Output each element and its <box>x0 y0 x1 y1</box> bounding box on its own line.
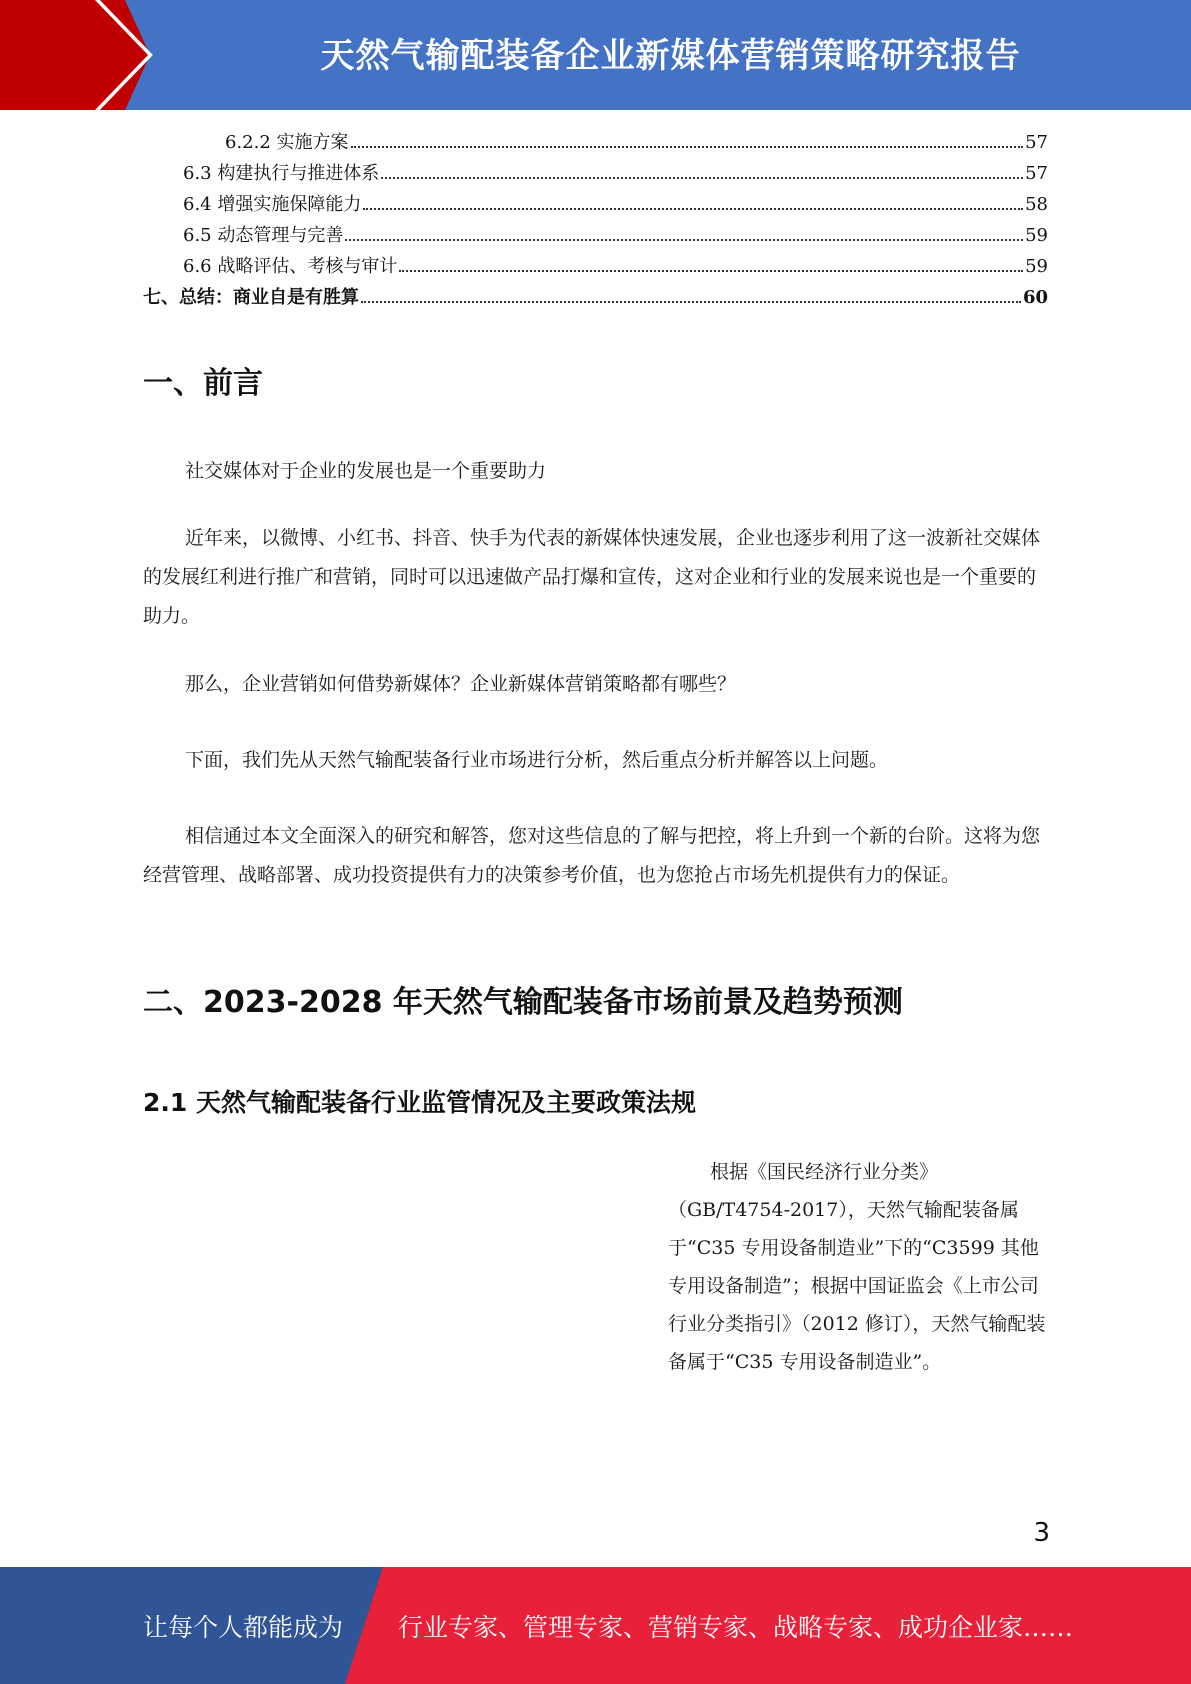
toc-entry[interactable] <box>143 128 1048 159</box>
subsection-heading: 2.1 天然气输配装备行业监管情况及主要政策法规 <box>143 1088 696 1117</box>
toc-entry-label: 6.5 动态管理与完善 <box>183 225 344 246</box>
toc-entry-label: 七、总结：商业自是有胜算 <box>143 287 359 308</box>
page-number: 3 <box>1033 1518 1050 1548</box>
toc-entry-label: 6.3 构建执行与推进体系 <box>183 163 380 184</box>
toc-leader-dots <box>361 301 1021 303</box>
footer-slogan-left: 让每个人都能成为 <box>143 1612 344 1642</box>
toc-entry-label: 6.2.2 实施方案 <box>225 132 349 153</box>
table-of-contents <box>143 128 1048 314</box>
paragraph: 社交媒体对于企业的发展也是一个重要助力 <box>185 460 547 482</box>
toc-leader-dots <box>351 146 1024 148</box>
toc-entry-label: 6.6 战略评估、考核与审计 <box>183 256 398 277</box>
paragraph: 下面，我们先从天然气输配装备行业市场进行分析，然后重点分析并解答以上问题。 <box>185 749 889 771</box>
toc-entry-page: 57 <box>1025 132 1048 153</box>
paragraph: 那么，企业营销如何借势新媒体？企业新媒体营销策略都有哪些？ <box>185 673 737 695</box>
toc-entry-chapter[interactable] <box>143 283 1048 314</box>
toc-leader-dots <box>363 208 1023 210</box>
toc-entry[interactable] <box>143 190 1048 221</box>
page-header <box>0 0 1191 110</box>
paragraph: 近年来，以微博、小红书、抖音、快手为代表的新媒体快速发展，企业也逐步利用了这一波新社交媒体的发展红利进行推广和营销，同时可以迅速做产品打爆和宣传，这对企业和行业的发展来说也是一个重要的助力。 <box>143 527 1041 627</box>
side-paragraph: 根据《国民经济行业分类》（GB/T4754-2017），天然气输配装备属于“C35 专用设备制造业”下的“C3599 其他专用设备制造”；根据中国证监会《上市公司行业分类指引》（2012 修订），天然气输配装备属于“C35 专用设备制造业”。 <box>668 1161 1046 1373</box>
toc-entry-page: 58 <box>1025 194 1048 215</box>
toc-leader-dots <box>381 177 1023 179</box>
page-footer <box>0 1567 1191 1684</box>
header-title: 天然气输配装备企业新媒体营销策略研究报告 <box>320 36 1021 76</box>
toc-entry-page: 59 <box>1025 225 1048 246</box>
footer-slogan-right: 行业专家、管理专家、营销专家、战略专家、成功企业家…… <box>398 1612 1074 1642</box>
toc-entry-label: 6.4 增强实施保障能力 <box>183 194 362 215</box>
toc-entry[interactable] <box>143 252 1048 283</box>
toc-leader-dots <box>345 239 1023 241</box>
toc-leader-dots <box>399 270 1023 272</box>
paragraph: 相信通过本文全面深入的研究和解答，您对这些信息的了解与把控，将上升到一个新的台阶。这将为您经营管理、战略部署、成功投资提供有力的决策参考价值，也为您抢占市场先机提供有力的保证。 <box>143 825 1041 886</box>
toc-entry-page: 57 <box>1025 163 1048 184</box>
toc-entry[interactable] <box>143 159 1048 190</box>
toc-entry-page: 60 <box>1022 287 1048 308</box>
section-heading-preface: 一、前言 <box>143 366 263 401</box>
section-heading-forecast: 二、2023-2028 年天然气输配装备市场前景及趋势预测 <box>143 985 903 1020</box>
toc-entry-page: 59 <box>1025 256 1048 277</box>
toc-entry[interactable] <box>143 221 1048 252</box>
